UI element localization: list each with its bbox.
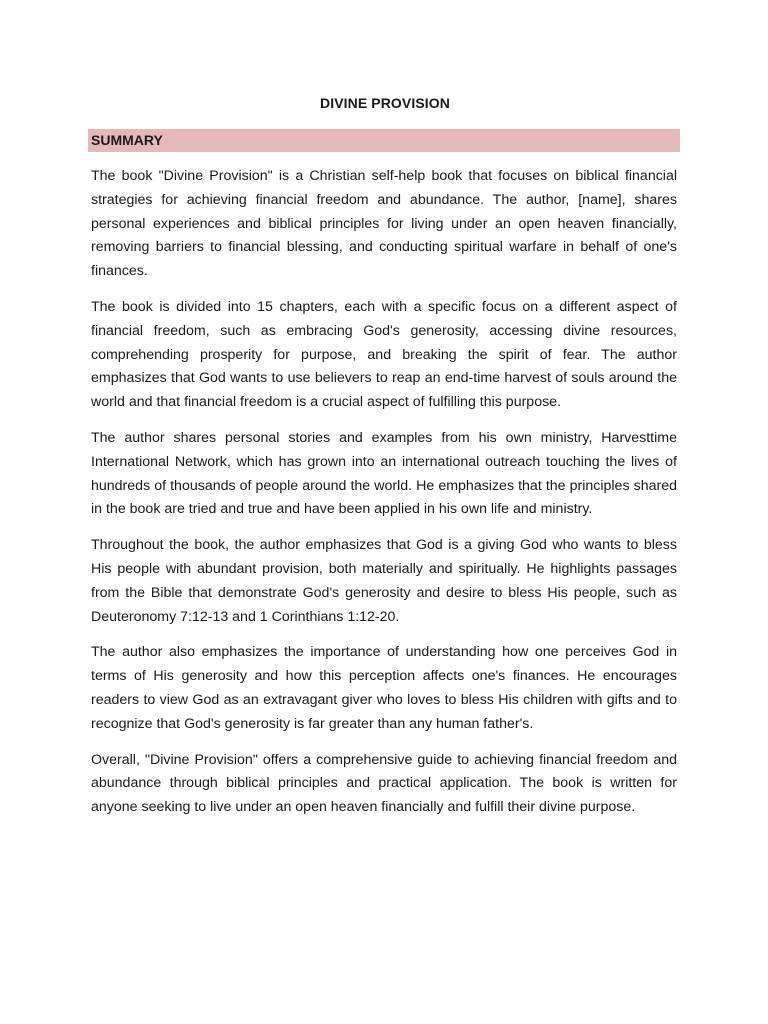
section-heading-summary: SUMMARY <box>88 129 680 152</box>
document-title: DIVINE PROVISION <box>320 95 450 111</box>
paragraph-5: The author also emphasizes the importance of understanding how one perceives God in terms of His generosity and how this perception affects one's finances. He encourages readers to view God as an extravagant giver who loves to bless His children with gifts and to recognize that God's generosity is far greater than any human father's. <box>91 644 677 732</box>
paragraph-2: The book is divided into 15 chapters, each with a specific focus on a different aspect of financial freedom, such as embracing God's generosity, accessing divine resources, comprehending prosperity for purpose, and breaking the spirit of fear. The author emphasizes that God wants to use believers to reap an end-time harvest of souls around the world and that financial freedom is a crucial aspect of fulfilling this purpose. <box>91 298 677 411</box>
paragraph-4: Throughout the book, the author emphasizes that God is a giving God who wants to bless His people with abundant provision, both materially and spiritually. He highlights passages from the Bible that demonstrate God's generosity and desire to bless His people, such as Deuteronomy 7:12-13 and 1 Corinthians 1:12-20. <box>91 537 677 625</box>
paragraph-1: The book "Divine Provision" is a Christian self-help book that focuses on biblical financial strategies for achieving financial freedom and abundance. The author, [name], shares personal experiences and biblical principles for living under an open heaven financially, removing barriers to financial blessing, and conducting spiritual warfare in behalf of one's finances. <box>91 168 677 280</box>
paragraph-6: Overall, "Divine Provision" offers a comprehensive guide to achieving financial freedom and abundance through biblical principles and practical application. The book is written for anyone seeking to live under an open heaven financially and fulfill their divine purpose. <box>91 751 677 816</box>
summary-body <box>91 165 677 832</box>
paragraph-3: The author shares personal stories and examples from his own ministry, Harvesttime International Network, which has grown into an international outreach touching the lives of hundreds of thousands of people around the world. He emphasizes that the principles shared in the book are tried and true and have been applied in his own life and ministry. <box>91 429 677 518</box>
